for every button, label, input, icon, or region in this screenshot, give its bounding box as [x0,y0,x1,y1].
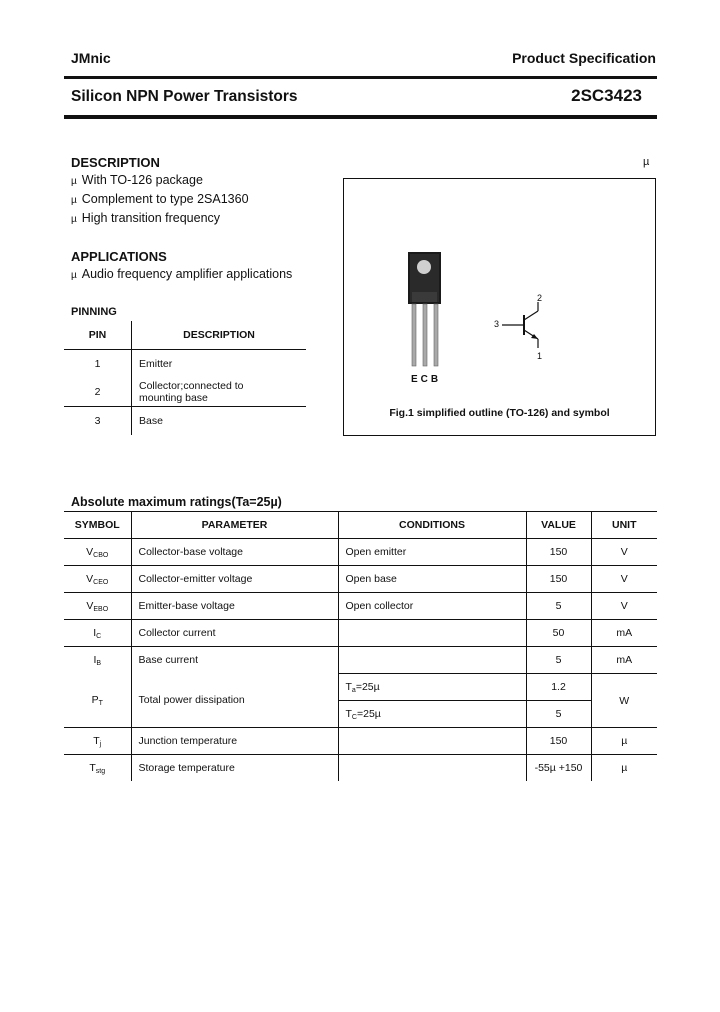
parameter-cell: Junction temperature [131,728,338,755]
company-name: JMnic [71,50,111,66]
conditions-cell [338,620,526,647]
bullet-mark: µ [71,176,77,187]
conditions-column-header: CONDITIONS [338,512,526,539]
value-cell: 5 [526,647,591,674]
description-item-text: High transition frequency [81,211,221,225]
symbol-base-pin-label: 3 [494,319,500,329]
ratings-table [64,511,657,781]
npn-transistor-symbol-icon [500,300,550,350]
description-item-text: Complement to type 2SA1360 [81,192,249,206]
parameter-cell: Storage temperature [131,755,338,782]
bullet-mark: µ [71,195,77,206]
table-row [64,620,657,647]
parameter-cell: Collector-emitter voltage [131,566,338,593]
table-row [64,593,657,620]
parameter-column-header: PARAMETER [131,512,338,539]
description-column-header: DESCRIPTION [132,321,307,350]
to126-package-drawing [400,245,450,373]
value-cell: 150 [526,539,591,566]
symbol-collector-pin-label: 2 [537,293,543,303]
part-number: 2SC3423 [571,86,642,105]
description-item [71,173,203,187]
header-divider [64,76,657,79]
symbol-emitter-pin-label: 1 [537,351,543,361]
value-cell: 150 [526,728,591,755]
table-row [64,728,657,755]
parameter-cell: Collector current [131,620,338,647]
pinning-heading: PINNING [71,306,117,318]
description-item [71,192,249,206]
parameter-cell: Base current [131,647,338,674]
conditions-cell: $T_C=25\mu$ [338,701,526,728]
value-cell: 1.2 [526,674,591,701]
application-item-text: Audio frequency amplifier applications [81,267,293,281]
pin-description: Base [139,414,163,427]
stray-mark: µ [643,156,650,168]
unit-cell: V [591,566,657,593]
table-row [64,407,306,435]
table-row [64,350,306,379]
unit-cell: µ [591,755,657,782]
value-cell: 150 [526,566,591,593]
unit-cell: V [591,593,657,620]
parameter-cell: Emitter-base voltage [131,593,338,620]
conditions-cell: Open collector [338,593,526,620]
unit-cell: W [591,674,657,728]
package-pin-labels: ECB [411,374,442,385]
pin-number: 1 [64,350,132,379]
symbol-cell: $T_j$ [64,728,131,755]
ratings-heading: Absolute maximum ratings(Ta=25µ) [71,495,282,509]
unit-cell: mA [591,620,657,647]
figure-caption: Fig.1 simplified outline (TO-126) and symbol [389,407,610,419]
parameter-cell: Collector-base voltage [131,539,338,566]
unit-cell: mA [591,647,657,674]
conditions-cell: Open emitter [338,539,526,566]
table-row [64,539,657,566]
pin-number: 3 [64,407,132,435]
unit-column-header: UNIT [591,512,657,539]
pinning-table [64,321,306,435]
description-heading: DESCRIPTION [71,155,160,170]
pin-column-header: PIN [64,321,132,350]
table-row [64,647,657,674]
symbol-cell: $V_{CBO}$ [64,539,131,566]
conditions-cell [338,647,526,674]
unit-cell: V [591,539,657,566]
title-divider [64,115,657,119]
bullet-mark: µ [71,214,77,225]
symbol-cell: $V_{CEO}$ [64,566,131,593]
conditions-cell [338,728,526,755]
applications-heading: APPLICATIONS [71,249,167,264]
pin-description: Collector;connected to mounting base [132,379,307,407]
description-item-text: With TO-126 package [81,173,203,187]
parameter-cell: Total power dissipation [131,674,338,728]
table-row [64,566,657,593]
document-type: Product Specification [512,50,656,66]
symbol-cell: $T_{stg}$ [64,755,131,782]
table-row [64,379,306,407]
symbol-cell: $I_B$ [64,647,131,674]
bullet-mark: µ [71,270,77,281]
conditions-cell: Open base [338,566,526,593]
table-row [64,755,657,782]
value-cell: 5 [526,593,591,620]
conditions-cell: $T_a=25\mu$ [338,674,526,701]
symbol-cell: $V_{EBO}$ [64,593,131,620]
product-line-title: Silicon NPN Power Transistors [71,88,298,105]
symbol-column-header: SYMBOL [64,512,131,539]
value-cell: 50 [526,620,591,647]
application-item [71,267,292,281]
pinning-header-row [64,321,306,350]
symbol-cell: $P_T$ [64,674,131,728]
ratings-header-row [64,512,657,539]
value-cell: -55µ +150 [526,755,591,782]
value-cell: 5 [526,701,591,728]
unit-cell: µ [591,728,657,755]
table-row [64,674,657,701]
pin-description: Emitter [139,358,173,371]
symbol-cell: $I_C$ [64,620,131,647]
pin-number: 2 [64,379,132,407]
conditions-cell [338,755,526,782]
value-column-header: VALUE [526,512,591,539]
description-item [71,211,220,225]
